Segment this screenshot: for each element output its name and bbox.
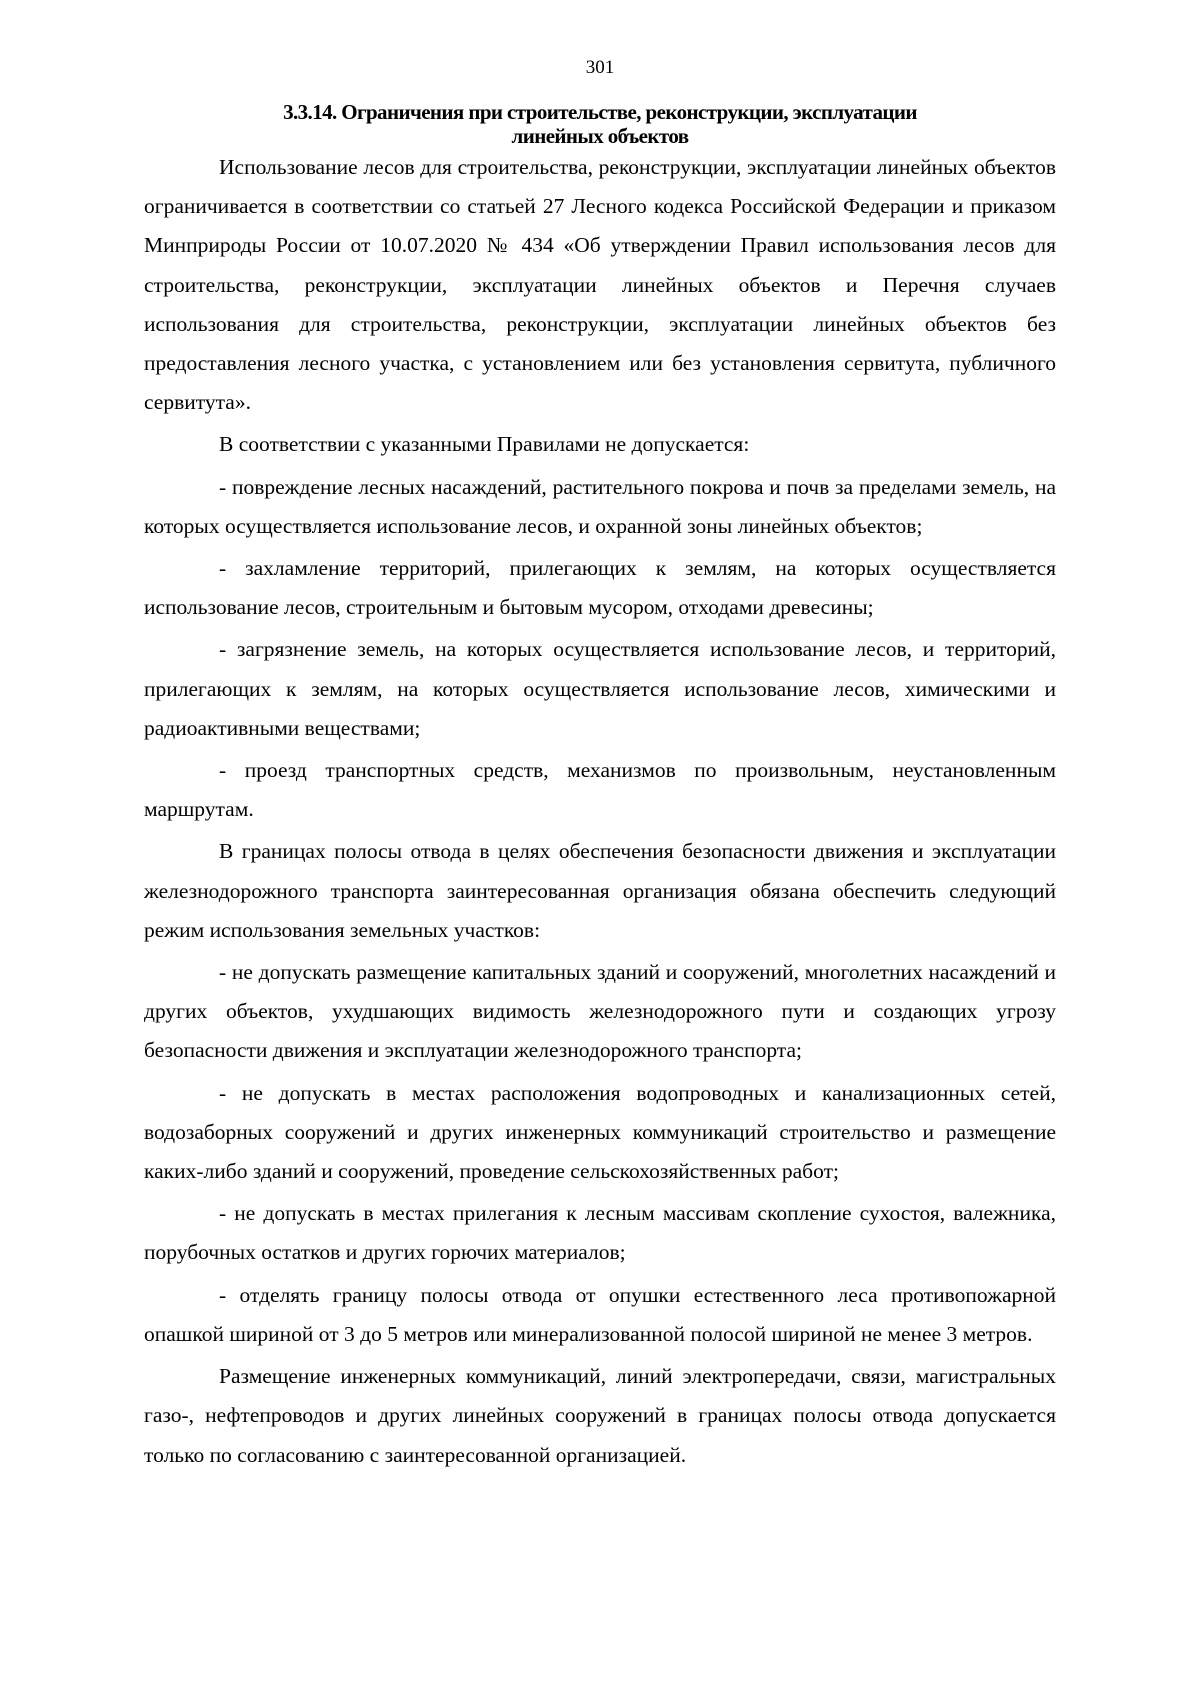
section-heading-line-1: 3.3.14. Ограничения при строительстве, реконструкции, эксплуатации xyxy=(283,100,917,124)
page-number: 301 xyxy=(585,57,615,78)
paragraph: Использование лесов для строительства, реконструкции, эксплуатации линейных объектов ограничивается в соответствии со статьей 27 Лесного кодекса Российской Федерации и приказом Минприроды России от 10.07.2020 № 434 «Об утверждении Правил использования лесов для строительства, реконструкции, эксплуатации линейных объектов и Перечня случаев использования для строительства, реконструкции, эксплуатации линейных объектов без предоставления лесного участка, с установлением или без установления сервитута, публичного сервитута». xyxy=(144,155,1056,415)
paragraph: В соответствии с указанными Правилами не допускается: xyxy=(219,432,750,457)
list-item: - загрязнение земель, на которых осуществляется использование лесов, и территорий, прилегающих к землям, на которых осуществляется использование лесов, химическими и радиоактивными веществами; xyxy=(144,637,1056,740)
list-item: - не допускать в местах прилегания к лесным массивам скопление сухостоя, валежника, порубочных остатков и других горючих материалов; xyxy=(144,1201,1056,1265)
document-body xyxy=(144,148,1056,1475)
list-item: - не допускать размещение капитальных зданий и сооружений, многолетних насаждений и других объектов, ухудшающих видимость железнодорожного пути и создающих угрозу безопасности движения и эксплуатации железнодорожного транспорта; xyxy=(144,960,1056,1063)
list-item: - не допускать в местах расположения водопроводных и канализационных сетей, водозаборных сооружений и других инженерных коммуникаций строительство и размещение каких-либо зданий и сооружений, проведение сельскохозяйственных работ; xyxy=(144,1080,1056,1184)
list-item: - захламление территорий, прилегающих к землям, на которых осуществляется использование лесов, строительным и бытовым мусором, отходами древесины; xyxy=(144,556,1056,620)
section-heading-line-2: линейных объектов xyxy=(511,124,689,148)
section-heading xyxy=(140,100,1060,148)
list-item: - отделять границу полосы отвода от опушки естественного леса противопожарной опашкой шириной от 3 до 5 метров или минерализованной полосой шириной не менее 3 метров. xyxy=(144,1282,1056,1346)
list-item: - проезд транспортных средств, механизмов по произвольным, неустановленным маршрутам. xyxy=(144,758,1056,822)
paragraph: В границах полосы отвода в целях обеспечения безопасности движения и эксплуатации железнодорожного транспорта заинтересованная организация обязана обеспечить следующий режим использования земельных участков: xyxy=(144,839,1056,942)
list-item: - повреждение лесных насаждений, растительного покрова и почв за пределами земель, на которых осуществляется использование лесов, и охранной зоны линейных объектов; xyxy=(144,474,1056,538)
paragraph: Размещение инженерных коммуникаций, линий электропередачи, связи, магистральных газо-, нефтепроводов и других линейных сооружений в границах полосы отвода допускается только по согласованию с заинтересованной организацией. xyxy=(144,1364,1056,1467)
